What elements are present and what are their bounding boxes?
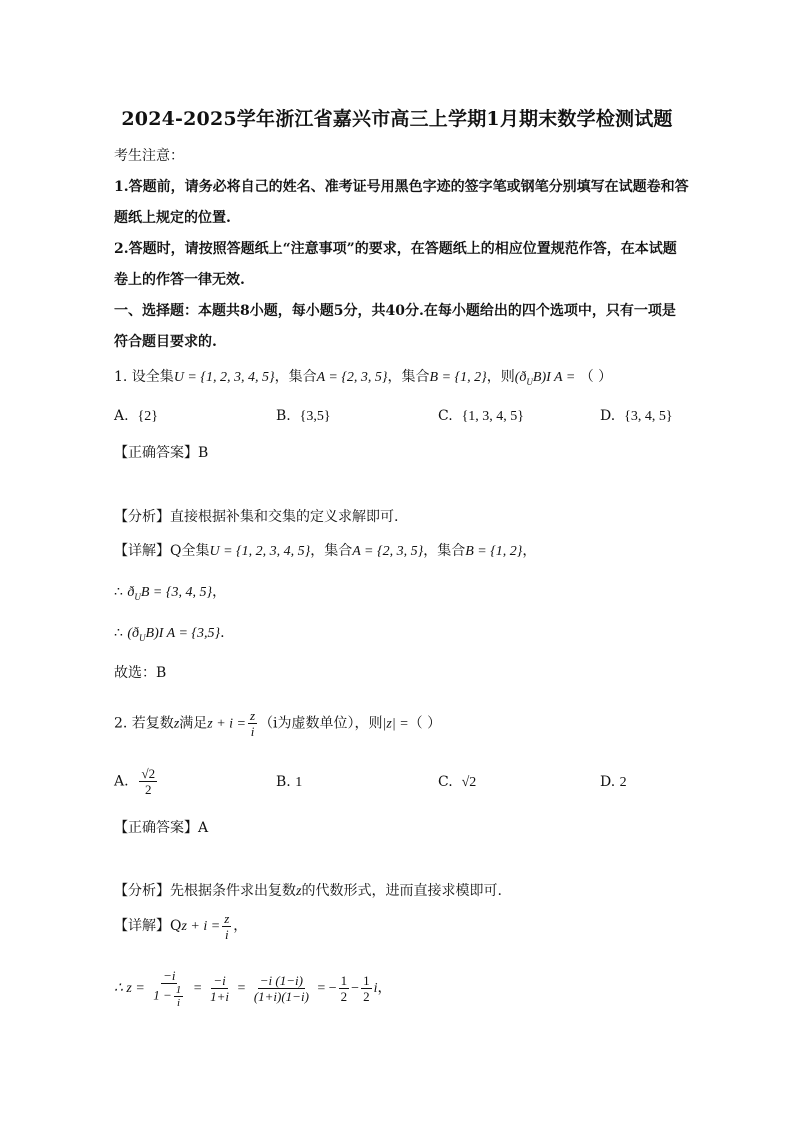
q1-option-c: C. {1, 3, 4, 5} (438, 408, 525, 424)
notice-1-line-1: 1.答题前，请务必将自己的姓名、准考证号用黑色字迹的签字笔或钢笔分别填写在试题卷和答 (114, 179, 689, 195)
q1-option-d: D. {3, 4, 5} (600, 408, 673, 424)
question-2: 2. 若复数z满足z + i = $\frac{z}{i}$ （i为虚数单位），则|z| =（ ） (114, 708, 442, 739)
q1-analysis: 【分析】直接根据补集和交集的定义求解即可. (114, 509, 399, 525)
q2-calculation: ∴ z = −i 1 − $\frac{1}{i}$ = $\frac{-i}{1+i}$ = $\frac{-i (1-i)}{(1+i)(1-i)}$ = − $\frac{1}{2}$ − $\frac{1}{2}$ i， (114, 967, 392, 1009)
question-1: 1. 设全集U = {1, 2, 3, 4, 5}，集合A = {2, 3, 5}，集合B = {1, 2}，则$(ð_UB)I$ A = （ ） (114, 369, 613, 387)
q1-option-b: B. {3,5} (276, 408, 331, 424)
q1-choice: 故选：B (114, 665, 167, 681)
q2-option-a: A. $\frac{√2}{2}$ (114, 766, 156, 797)
page-title: 2024-2025学年浙江省嘉兴市高三上学期1月期末数学检测试题 (121, 108, 673, 130)
q1-question-expr: $(ð_UB)I$ A = (514, 370, 576, 387)
q2-analysis: 【分析】先根据条件求出复数z的代数形式，进而直接求模即可. (114, 883, 502, 899)
q1-universal-set: U = {1, 2, 3, 4, 5} (173, 370, 275, 385)
notice-heading: 考生注意： (114, 148, 184, 164)
q2-option-d: D. 2 (600, 774, 627, 790)
q1-detail: 【详解】Q全集U = {1, 2, 3, 4, 5}，集合A = {2, 3, 5}，集合B = {1, 2}， (114, 543, 537, 559)
q1-set-a: A = {2, 3, 5} (316, 370, 388, 385)
section-heading-line-1: 一、选择题：本题共8小题，每小题5分，共40分.在每小题给出的四个选项中，只有一项是 (114, 303, 676, 319)
notice-2-line-2: 卷上的作答一律无效. (114, 272, 245, 288)
q1-step-2: ∴ $(ð_UB)I$ A = {3,5}. (114, 625, 225, 643)
q2-option-b: B. 1 (276, 774, 303, 790)
q1-option-a: A. {2} (114, 408, 158, 424)
q1-step-1: ∴ $ð_UB = \{3$, 4, 5}， (114, 584, 227, 602)
q1-answer: 【正确答案】B (114, 445, 209, 461)
notice-2-line-1: 2.答题时，请按照答题纸上“注意事项”的要求，在答题纸上的相应位置规范作答，在本试题 (114, 241, 677, 257)
q2-option-c: C. √2 (438, 774, 477, 790)
notice-1-line-2: 题纸上规定的位置. (114, 210, 231, 226)
q2-answer: 【正确答案】A (114, 820, 209, 836)
q2-detail: 【详解】Qz + i = $\frac{z}{i}$ ， (114, 910, 248, 942)
section-heading-line-2: 符合题目要求的. (114, 334, 217, 350)
q1-set-b: B = {1, 2} (429, 370, 487, 385)
